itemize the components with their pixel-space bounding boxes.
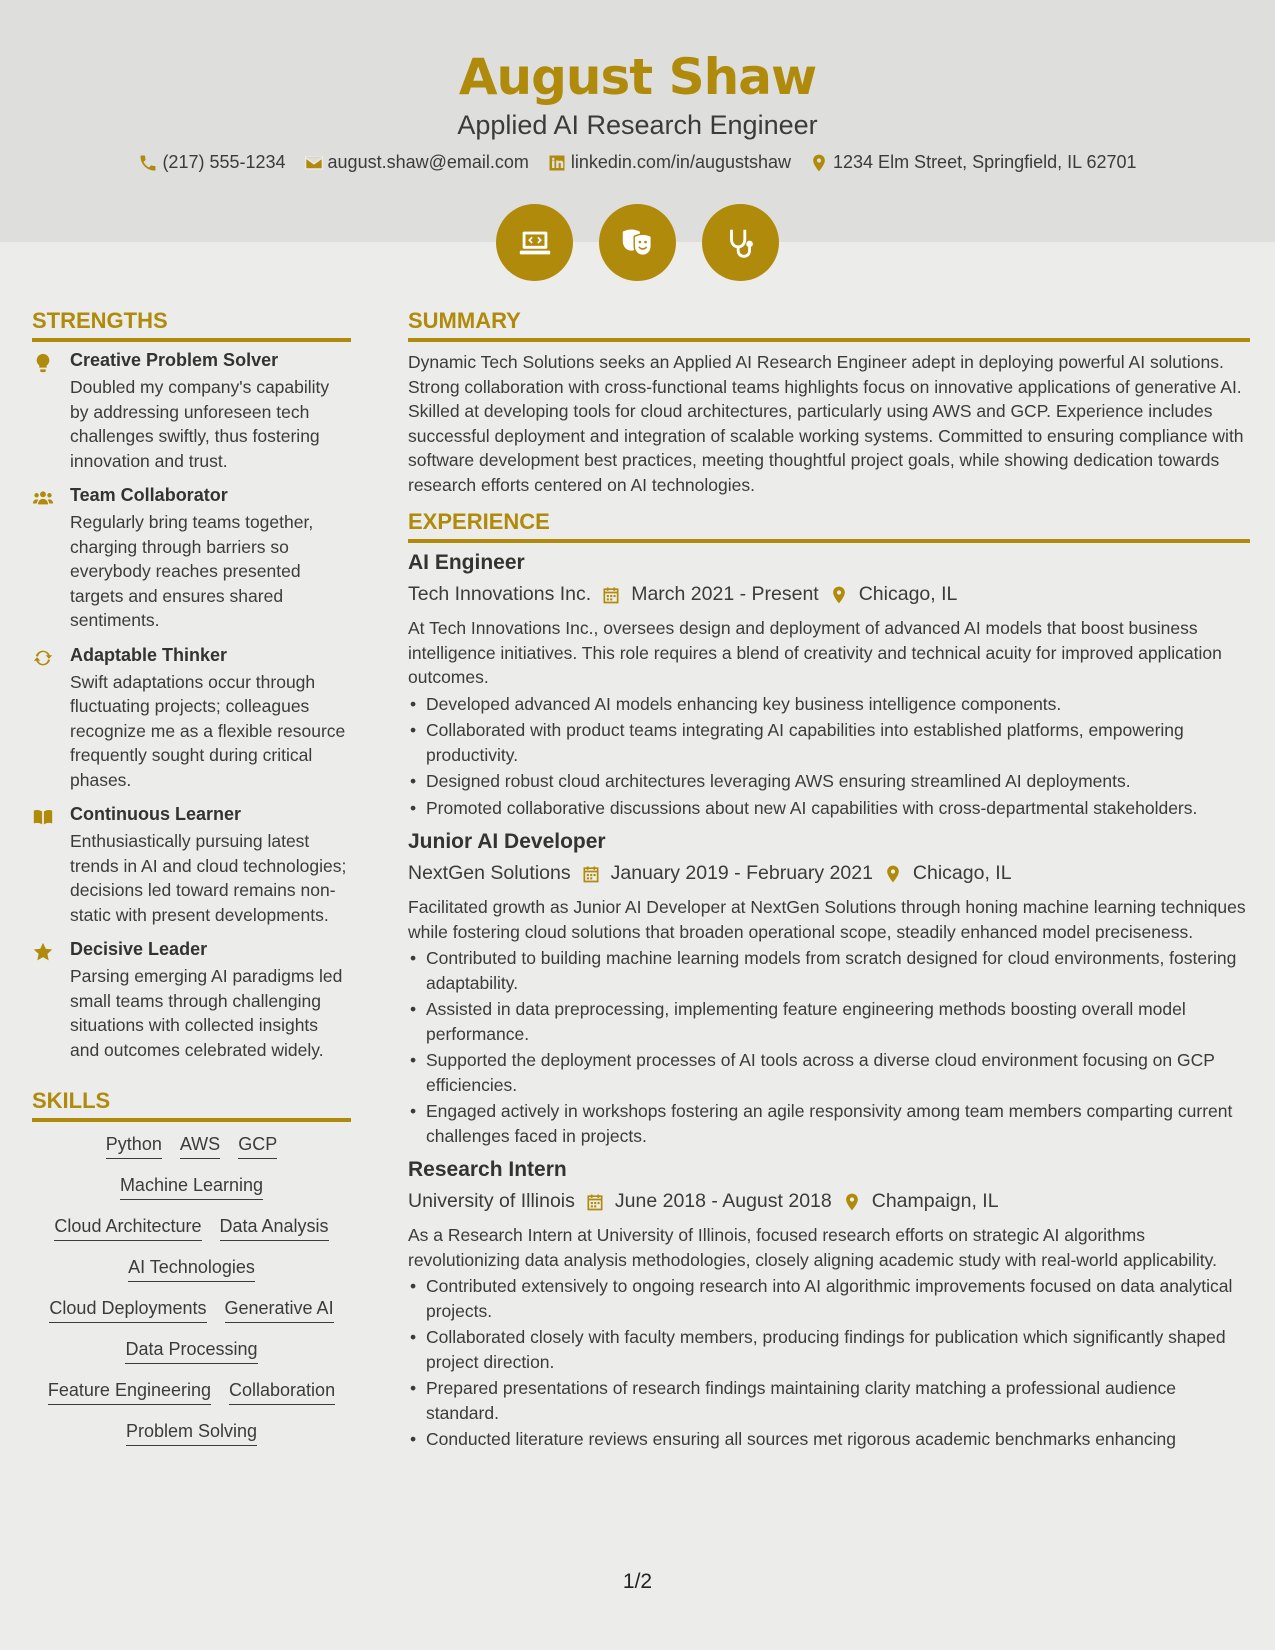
strength-item (32, 350, 351, 473)
job-bullet: • Assisted in data preprocessing, implementing feature engineering methods boosting overall model performance. (408, 997, 1250, 1046)
contact-phone[interactable] (138, 152, 285, 173)
skill-tag: Python (106, 1134, 162, 1159)
strength-desc: Swift adaptations occur through fluctuating projects; colleagues recognize me as a flexible resource frequently sought during critical phases. (70, 671, 346, 790)
skill-tag: Data Processing (125, 1339, 257, 1364)
experience-heading: EXPERIENCE (408, 509, 1250, 543)
skill-tag: AWS (180, 1134, 220, 1159)
job-company: University of Illinois (408, 1190, 575, 1212)
strength-body (70, 645, 351, 793)
address-text: 1234 Elm Street, Springfield, IL 62701 (833, 152, 1137, 172)
skill-row (54, 1216, 328, 1241)
page-number: 1/2 (622, 1570, 653, 1593)
job-bullet: • Contributed extensively to ongoing research into AI algorithmic improvements focused on data analytical projects. (408, 1274, 1250, 1323)
job-bullet: • Supported the deployment processes of AI tools across a diverse cloud environment focusing on GCP efficiencies. (408, 1048, 1250, 1097)
sync-icon (32, 645, 60, 793)
job-dates-text: June 2018 - August 2018 (614, 1190, 832, 1212)
skill-tag: Cloud Architecture (54, 1216, 201, 1241)
contact-linkedin[interactable] (547, 152, 791, 173)
job-bullet: • Collaborated closely with faculty members, producing findings for publication which significantly shaped project direction. (408, 1325, 1250, 1374)
calendar-icon (601, 585, 621, 605)
strengths-heading: STRENGTHS (32, 308, 351, 342)
contact-email[interactable] (304, 152, 529, 173)
job-entry (408, 830, 1250, 1148)
stethoscope-icon (722, 224, 760, 262)
skill-tag: Cloud Deployments (49, 1298, 206, 1323)
calendar-icon (585, 1192, 605, 1212)
job-bullets (408, 946, 1250, 1148)
strength-item (32, 939, 351, 1062)
job-bullets (408, 1274, 1250, 1452)
skill-tag: Feature Engineering (48, 1380, 211, 1405)
phone-icon (138, 153, 158, 173)
skill-tag: GCP (238, 1134, 277, 1159)
skill-tag: AI Technologies (128, 1257, 255, 1282)
summary-text: Dynamic Tech Solutions seeks an Applied AI Research Engineer adept in deploying powerful AI solutions. Strong collaboration with cross-functional teams highlights focus on innovative applications of generative AI. Skilled at developing tools for cloud architectures, particularly using AWS and GCP. Experience includes successful deployment and integration of scalable working systems. Committed to ensuring compliance with software development best practices, meeting thoughtful project goals, while showing dedication towards research efforts centered on AI technologies. (408, 352, 1244, 495)
strength-name: Adaptable Thinker (70, 644, 228, 665)
job-title: AI Engineer (408, 551, 525, 574)
job-meta (408, 862, 1250, 885)
job-company: Tech Innovations Inc. (408, 583, 592, 605)
strength-name: Creative Problem Solver (70, 350, 279, 370)
badge-row (0, 204, 1275, 281)
strength-desc: Parsing emerging AI paradigms led small teams through challenging situations with collected insights and outcomes celebrated widely. (70, 966, 343, 1060)
star-icon (32, 939, 60, 1062)
job-dates (601, 583, 819, 606)
job-location-text: Chicago, IL (912, 862, 1012, 884)
skill-row (106, 1134, 277, 1159)
strengths-list (32, 350, 351, 1062)
job-location (842, 1190, 999, 1213)
strength-body (70, 939, 351, 1062)
skill-tag: Collaboration (229, 1380, 335, 1405)
strength-desc: Enthusiastically pursuing latest trends in AI and cloud technologies; decisions led toward remains non-static with present developments. (70, 831, 347, 925)
strength-item (32, 485, 351, 633)
stethoscope-badge (702, 204, 779, 281)
experience-list (408, 551, 1250, 1452)
left-column (32, 308, 351, 1446)
job-bullet: • Prepared presentations of research findings maintaining clarity matching a professional audience standard. (408, 1376, 1250, 1425)
job-meta (408, 583, 1250, 606)
skill-row (128, 1257, 255, 1282)
strength-item (32, 645, 351, 793)
strength-desc: Doubled my company's capability by addressing unforeseen tech challenges swiftly, thus fostering innovation and trust. (70, 377, 330, 471)
job-bullet: • Engaged actively in workshops fostering an agile responsivity among team members comparting current challenges faced in projects. (408, 1099, 1250, 1148)
skill-tag: Generative AI (225, 1298, 334, 1323)
skill-row (125, 1339, 257, 1364)
job-entry (408, 1158, 1250, 1452)
map-marker-icon (883, 864, 903, 884)
job-location-text: Champaign, IL (871, 1190, 999, 1212)
candidate-name: August Shaw (458, 48, 817, 106)
job-location-text: Chicago, IL (858, 583, 958, 605)
skill-tag: Machine Learning (120, 1175, 263, 1200)
strength-item (32, 804, 351, 927)
users-icon (32, 485, 60, 633)
right-column (408, 308, 1250, 1462)
header-band (0, 0, 1275, 242)
job-entry (408, 551, 1250, 820)
job-bullet: • Promoted collaborative discussions about new AI capabilities with cross-departmental stakeholders. (408, 796, 1250, 821)
job-bullet: • Conducted literature reviews ensuring all sources met rigorous academic benchmarks enhancing (408, 1427, 1250, 1452)
lightbulb-icon (32, 350, 60, 473)
job-dates (585, 1190, 832, 1213)
summary-heading: SUMMARY (408, 308, 1250, 342)
job-bullet: • Contributed to building machine learning models from scratch designed for cloud environments, fostering adaptability. (408, 946, 1250, 995)
skill-tag: Problem Solving (126, 1421, 257, 1446)
strength-name: Team Collaborator (70, 485, 228, 505)
strength-body (70, 804, 351, 927)
linkedin-icon (547, 153, 567, 173)
map-marker-icon (809, 153, 829, 173)
strength-desc: Regularly bring teams together, charging through barriers so everybody reaches presented targets and ensures shared sentiments. (70, 512, 314, 630)
job-company: NextGen Solutions (408, 862, 571, 884)
job-description: As a Research Intern at University of Illinois, focused research efforts on strategic AI algorithms revolutionizing data analysis methodologies, closely aligning academic study with real-world applicability. (408, 1225, 1217, 1270)
laptop-code-icon (516, 224, 554, 262)
skill-row (48, 1380, 335, 1405)
strength-body (70, 350, 351, 473)
job-location (829, 583, 958, 606)
job-location (883, 862, 1012, 885)
strength-name: Continuous Learner (70, 804, 242, 824)
job-dates-text: January 2019 - February 2021 (610, 862, 873, 884)
job-bullet: • Collaborated with product teams integrating AI capabilities into established platforms, empowering productivity. (408, 718, 1250, 767)
map-marker-icon (842, 1192, 862, 1212)
contact-address (809, 152, 1137, 173)
job-dates (581, 862, 873, 885)
strength-body (70, 485, 351, 633)
skills-heading: SKILLS (32, 1088, 351, 1122)
linkedin-text: linkedin.com/in/augustshaw (570, 152, 792, 172)
job-bullet: • Developed advanced AI models enhancing key business intelligence components. (408, 692, 1250, 717)
job-title: Research Intern (408, 1158, 567, 1181)
skill-tag: Data Analysis (220, 1216, 329, 1241)
skill-row (49, 1298, 333, 1323)
envelope-icon (304, 153, 324, 173)
email-text: august.shaw@email.com (327, 152, 529, 172)
laptop-code-badge (496, 204, 573, 281)
skills-list (32, 1134, 351, 1446)
job-description: Facilitated growth as Junior AI Developer at NextGen Solutions through honing machine learning techniques while fostering cloud solutions that broaden operational scope, steadily enhanced model preciseness. (408, 897, 1246, 942)
skill-row (120, 1175, 263, 1200)
strength-name: Decisive Leader (70, 939, 208, 959)
theater-masks-badge (599, 204, 676, 281)
theater-masks-icon (619, 224, 657, 262)
job-meta (408, 1190, 1250, 1213)
skill-row (126, 1421, 257, 1446)
map-marker-icon (829, 585, 849, 605)
calendar-icon (581, 864, 601, 884)
candidate-title: Applied AI Research Engineer (457, 110, 818, 140)
phone-text: (217) 555-1234 (162, 152, 286, 172)
job-dates-text: March 2021 - Present (631, 583, 819, 605)
job-title: Junior AI Developer (408, 830, 606, 853)
job-description: At Tech Innovations Inc., oversees design and deployment of advanced AI models that boost business intelligence initiatives. This role requires a blend of creativity and technical acuity for improved application outcomes. (408, 618, 1222, 687)
book-open-icon (32, 804, 60, 927)
job-bullets (408, 692, 1250, 821)
contact-bar (0, 152, 1275, 173)
job-bullet: • Designed robust cloud architectures leveraging AWS ensuring streamlined AI deployments. (408, 769, 1250, 794)
